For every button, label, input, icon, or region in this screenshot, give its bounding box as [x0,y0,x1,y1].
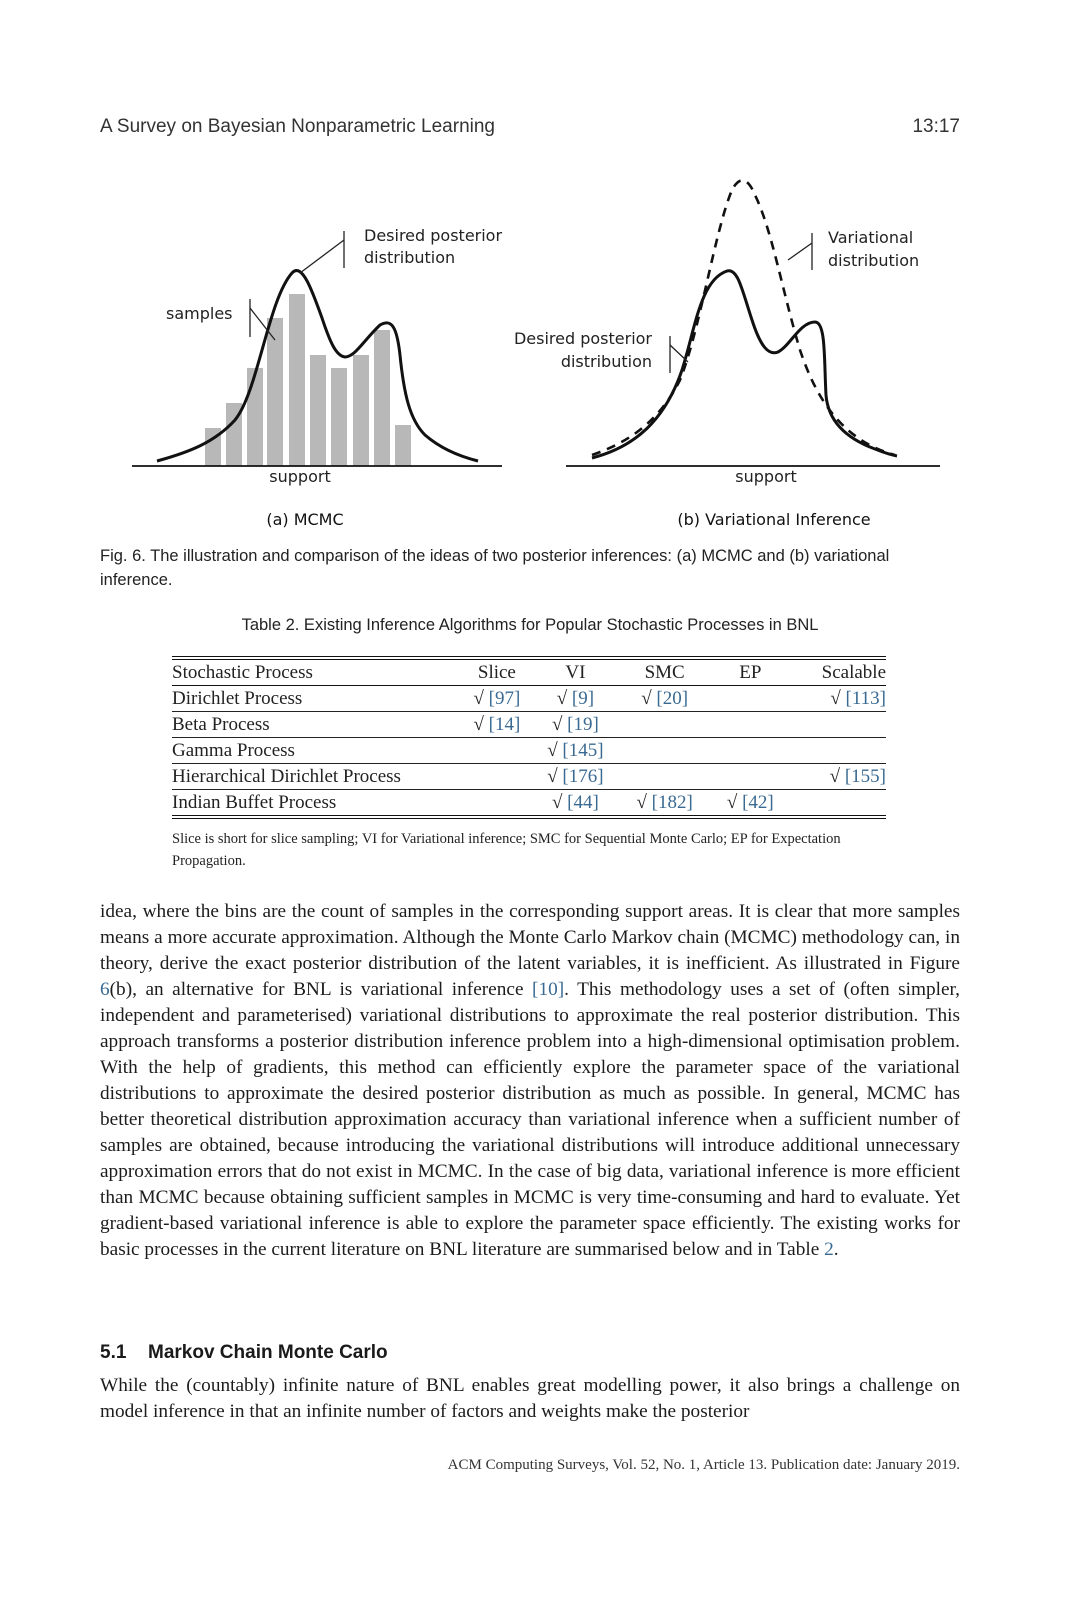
table-2 [172,656,886,819]
cell-smc [615,686,715,712]
sublabel-a: (a) MCMC [266,510,344,529]
check-icon: √ [556,687,568,709]
figure-6 [0,160,1080,540]
table-row [172,738,886,764]
check-icon: √ [830,687,841,709]
citation-link[interactable]: [10] [532,979,565,1000]
cell-smc [615,790,715,818]
variational-curve [592,180,895,455]
figure-ref-link[interactable]: 6 [100,979,110,1000]
running-head [100,116,960,138]
label-desired-a-line2: distribution [364,248,456,267]
check-icon: √ [829,765,841,787]
check-icon: √ [551,791,563,813]
label-desired-b-line2: distribution [560,352,652,371]
page-footer: ACM Computing Surveys, Vol. 52, No. 1, Article 13. Publication date: January 2019. [447,1457,960,1473]
process-name: Gamma Process [172,738,458,764]
check-icon: √ [473,713,484,735]
col-header: Scalable [786,658,886,686]
col-header: EP [715,658,786,686]
table-note: Slice is short for slice sampling; VI for Variational inference; SMC for Sequential Monte Carlo; EP for Expectation Propagation. [172,831,841,869]
text-run: (b), an alternative for BNL is variational inference [109,979,533,1000]
label-variational-line2: distribution [828,251,920,270]
cell-scalable [786,764,886,790]
citation-link[interactable]: [182] [651,791,693,813]
cell-scalable [786,738,886,764]
running-title: A Survey on Bayesian Nonparametric Learning [100,116,496,137]
citation-link[interactable]: [14] [488,713,521,735]
citation-link[interactable]: [42] [742,791,774,813]
cell-ep [715,764,786,790]
citation-link[interactable]: [145] [562,739,604,761]
citation-link[interactable]: [97] [488,687,521,709]
col-header: Slice [458,658,537,686]
cell-slice [458,686,537,712]
check-icon: √ [547,739,558,761]
cell-ep [715,790,786,818]
col-header: SMC [615,658,715,686]
figure-caption: Fig. 6. The illustration and comparison of the ideas of two posterior inferences: (a) MCMC and (b) variational inference. [100,547,890,589]
check-icon: √ [641,687,652,709]
inference-table [172,656,886,819]
figure-svg [0,160,1080,540]
table-row [172,686,886,712]
text-run: . [833,1239,839,1260]
sublabel-b: (b) Variational Inference [677,510,871,529]
cell-scalable [786,686,886,712]
process-name: Hierarchical Dirichlet Process [172,764,458,790]
cell-ep [715,686,786,712]
citation-link[interactable]: [19] [567,713,599,735]
label-samples: samples [166,304,233,323]
check-icon: √ [726,791,738,813]
cell-slice [458,790,537,818]
section-number: 5.1 [100,1342,127,1363]
check-icon: √ [636,791,647,813]
cell-scalable [786,790,886,818]
citation-link[interactable]: [155] [844,765,886,787]
text-run: idea, where the bins are the count of samples in the corresponding support areas. It is clear that more samples means a more accurate approximation. Although the Monte Carlo Markov chain (MCMC) methodology can, in theory, derive the exact posterior distribution of the latent variables, it is inefficient. As illustrated in Figure [100,901,960,974]
cell-ep [715,738,786,764]
cell-vi [536,790,615,818]
process-name: Beta Process [172,712,458,738]
label-desired-b-line1: Desired posterior [513,329,652,348]
check-icon: √ [551,713,563,735]
table-ref-link[interactable]: 2 [824,1239,834,1260]
section-title: Markov Chain Monte Carlo [148,1342,388,1363]
label-variational-line1: Variational [828,228,914,247]
table-header-row [172,658,886,686]
label-desired-a-line1: Desired posterior [364,226,503,245]
axis-label-a: support [269,467,331,486]
text-run: . This methodology uses a set of (often simpler, independent and parameterised) variational distributions to approximate the real posterior distribution. This approach transforms a posterior distribution inference problem into a high-dimensional optimisation problem. With the help of gradients, this method can efficiently explore the parameter space of the variational distributions to approximate the desired posterior distribution as much as possible. In general, MCMC has better theoretical distribution approximation accuracy than variational inference when a sufficient number of samples are obtained, because introducing the variational distributions will introduce additional unnecessary approximation errors that do not exist in MCMC. In the case of big data, variational inference is more efficient than MCMC because obtaining sufficient samples in MCMC is very time-consuming and hard to evaluate. Yet gradient-based variational inference is able to explore the parameter space efficiently. The existing works for basic processes in the current literature on BNL literature are summarised below and in Table [100,979,960,1260]
page-number: 13:17 [912,116,960,137]
section-heading [100,1342,388,1364]
cell-ep [715,712,786,738]
citation-link[interactable]: [9] [571,687,595,709]
cell-vi [536,712,615,738]
section-paragraph [100,1373,960,1425]
check-icon: √ [473,687,484,709]
sample-bars [205,294,411,466]
section-text: While the (countably) infinite nature of BNL enables great modelling power, it also brings a challenge on model inference in that an infinite number of factors and weights make the posterior [100,1375,960,1422]
cell-smc [615,738,715,764]
table-body [172,686,886,818]
citation-link[interactable]: [113] [845,687,886,709]
check-icon: √ [547,765,558,787]
citation-link[interactable]: [44] [567,791,599,813]
cell-smc [615,712,715,738]
process-name: Indian Buffet Process [172,790,458,818]
cell-slice [458,764,537,790]
citation-link[interactable]: [20] [656,687,689,709]
cell-vi [536,738,615,764]
cell-smc [615,764,715,790]
panel-a-mcmc [132,226,502,529]
cell-slice [458,712,537,738]
citation-link[interactable]: [176] [562,765,604,787]
table-caption: Table 2. Existing Inference Algorithms for Popular Stochastic Processes in BNL [241,616,819,634]
col-header: VI [536,658,615,686]
table-row [172,764,886,790]
cell-slice [458,738,537,764]
table-row [172,712,886,738]
process-name: Dirichlet Process [172,686,458,712]
cell-vi [536,764,615,790]
axis-label-b: support [735,467,797,486]
table-row [172,790,886,818]
cell-vi [536,686,615,712]
cell-scalable [786,712,886,738]
col-header: Stochastic Process [172,658,458,686]
body-paragraph [100,899,960,1263]
panel-b-vi [514,180,940,529]
